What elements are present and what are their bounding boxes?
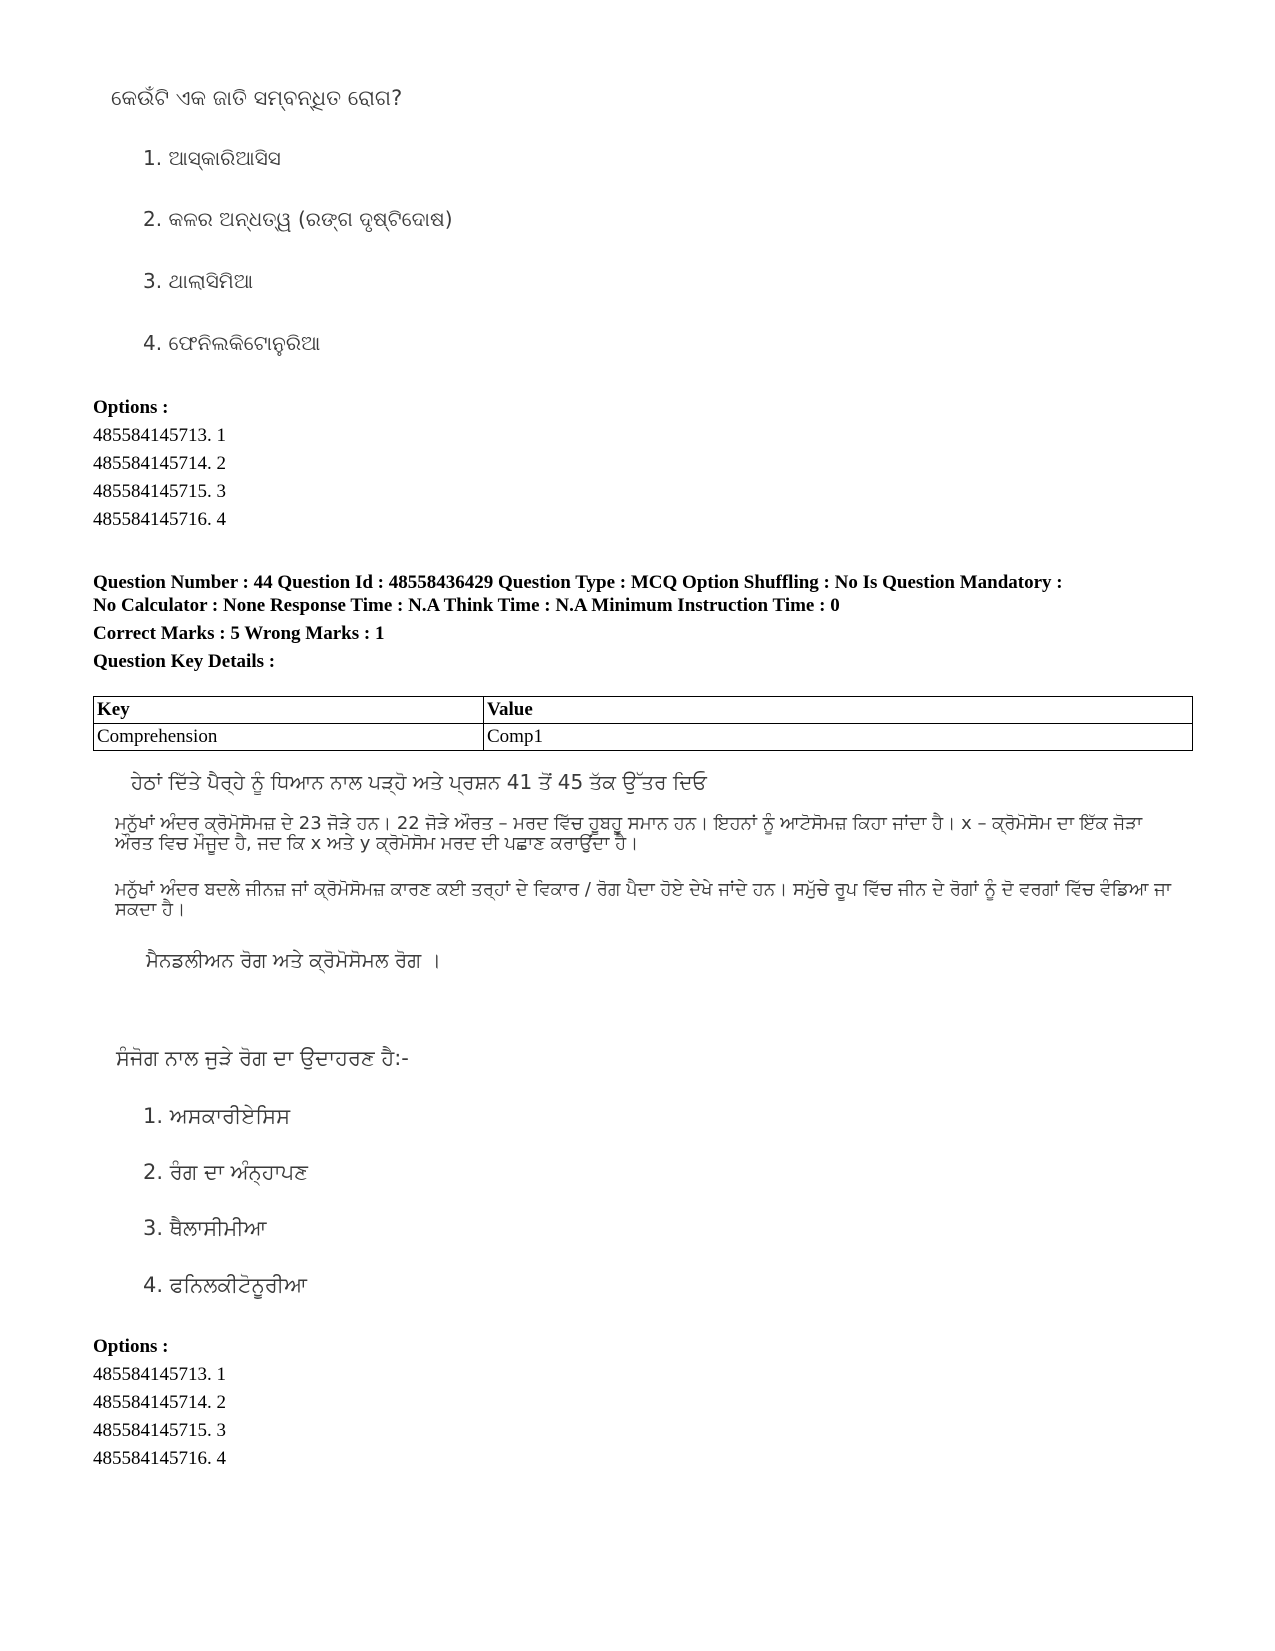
table-header-value: Value	[484, 697, 1193, 724]
table-row	[94, 724, 1193, 751]
table-header-row	[94, 697, 1193, 724]
q43-option-id-4: 485584145716. 4	[93, 509, 226, 530]
q44-options-label: Options :	[93, 1336, 169, 1357]
q44-header-line-2: No Calculator : None Response Time : N.A Think Time : N.A Minimum Instruction Time : 0	[93, 595, 840, 616]
q44-option-id-1: 485584145713. 1	[93, 1364, 226, 1385]
q44-marks: Correct Marks : 5 Wrong Marks : 1	[93, 623, 385, 644]
q44-header-line-1: Question Number : 44 Question Id : 48558436429 Question Type : MCQ Option Shuffling : No Is Question Mandatory :	[93, 572, 1063, 593]
q43-scan-option-4: 4. ଫେନିଲକିଟୋନୁରିଆ	[143, 331, 321, 355]
q44-paragraph-1: ਮਨੁੱਖਾਂ ਅੰਦਰ ਕ੍ਰੋਮੋਸੋਮਜ਼ ਦੇ 23 ਜੋੜੇ ਹਨ। 22 ਜੋੜੇ ਔਰਤ – ਮਰਦ ਵਿੱਚ ਹੂਬਹੂ ਸਮਾਨ ਹਨ। ਇਹਨਾਂ ਨੂੰ ਆਟੋਸੋਮਜ਼ ਕਿਹਾ ਜਾਂਦਾ ਹੈ। x – ਕ੍ਰੋਮੋਸੋਮ ਦਾ ਇੱਕ ਜੋੜਾ ਔਰਤ ਵਿਚ ਮੌਜੂਦ ਹੈ, ਜਦ ਕਿ x ਅਤੇ y ਕ੍ਰੋਮੋਸੋਮ ਮਰਦ ਦੀ ਪਛਾਣ ਕਰਾਉਂਦਾ ਹੈ।	[115, 813, 1143, 854]
q44-key-details-label: Question Key Details :	[93, 651, 276, 672]
table-cell-key: Comprehension	[94, 724, 484, 751]
q44-option-id-2: 485584145714. 2	[93, 1392, 226, 1413]
q44-option-id-4: 485584145716. 4	[93, 1448, 226, 1469]
q44-scan-option-3: 3. ਥੈਲਾਸੀਮੀਆ	[143, 1216, 267, 1240]
q43-scan-option-2: 2. କଳର ଅନ୍ଧତ୍ୱ (ରଙ୍ଗ ଦୃଷ୍ଟିଦୋଷ)	[143, 207, 453, 231]
q44-scan-option-2: 2. ਰੰਗ ਦਾ ਅੰਨ੍ਹਾਪਣ	[143, 1160, 308, 1184]
q44-option-id-3: 485584145715. 3	[93, 1420, 226, 1441]
q44-scan-option-1: 1. ਅਸਕਾਰੀਏਸਿਸ	[143, 1104, 291, 1128]
question-key-table	[93, 696, 1193, 751]
q44-paragraph-3: ਮੈਨਡਲੀਅਨ ਰੋਗ ਅਤੇ ਕ੍ਰੋਮੋਸੋਮਲ ਰੋਗ ।	[146, 948, 442, 972]
table-cell-value: Comp1	[484, 724, 1193, 751]
q43-scan-option-1: 1. ଆସ୍କାରିଆସିସ	[143, 146, 281, 170]
q44-paragraph-2: ਮਨੁੱਖਾਂ ਅੰਦਰ ਬਦਲੇ ਜੀਨਜ਼ ਜਾਂ ਕ੍ਰੋਮੋਸੋਮਜ਼ ਕਾਰਣ ਕਈ ਤਰ੍ਹਾਂ ਦੇ ਵਿਕਾਰ / ਰੋਗ ਪੈਦਾ ਹੋਏ ਦੇਖੇ ਜਾਂਦੇ ਹਨ। ਸਮੁੱਚੇ ਰੂਪ ਵਿੱਚ ਜੀਨ ਦੇ ਰੋਗਾਂ ਨੂੰ ਦੋ ਵਰਗਾਂ ਵਿੱਚ ਵੰਡਿਆ ਜਾ ਸਕਦਾ ਹੈ।	[115, 879, 1172, 920]
q43-scan-option-3: 3. ଥାଲାସିମିଆ	[143, 269, 254, 293]
q44-scan-option-4: 4. ਫਨਿਲਕੀਟੋਨੂਰੀਆ	[143, 1273, 307, 1297]
q43-option-id-2: 485584145714. 2	[93, 453, 226, 474]
q43-question-text: କେଉଁଟି ଏକ ଜାତି ସମ୍ବନ୍ଧିତ ରୋଗ?	[111, 86, 403, 110]
q44-question-text: ਸੰਜੋਗ ਨਾਲ ਜੁੜੇ ਰੋਗ ਦਾ ਉਦਾਹਰਣ ਹੈ:-	[116, 1046, 409, 1070]
q43-options-label: Options :	[93, 397, 169, 418]
table-header-key: Key	[94, 697, 484, 724]
q44-instruction: ਹੇਠਾਂ ਦਿੱਤੇ ਪੈਰ੍ਹੇ ਨੂੰ ਧਿਆਨ ਨਾਲ ਪੜ੍ਹੋ ਅਤੇ ਪ੍ਰਸ਼ਨ 41 ਤੋਂ 45 ਤੱਕ ਉੱਤਰ ਦਿਓ	[131, 770, 707, 794]
q43-option-id-1: 485584145713. 1	[93, 425, 226, 446]
q43-option-id-3: 485584145715. 3	[93, 481, 226, 502]
